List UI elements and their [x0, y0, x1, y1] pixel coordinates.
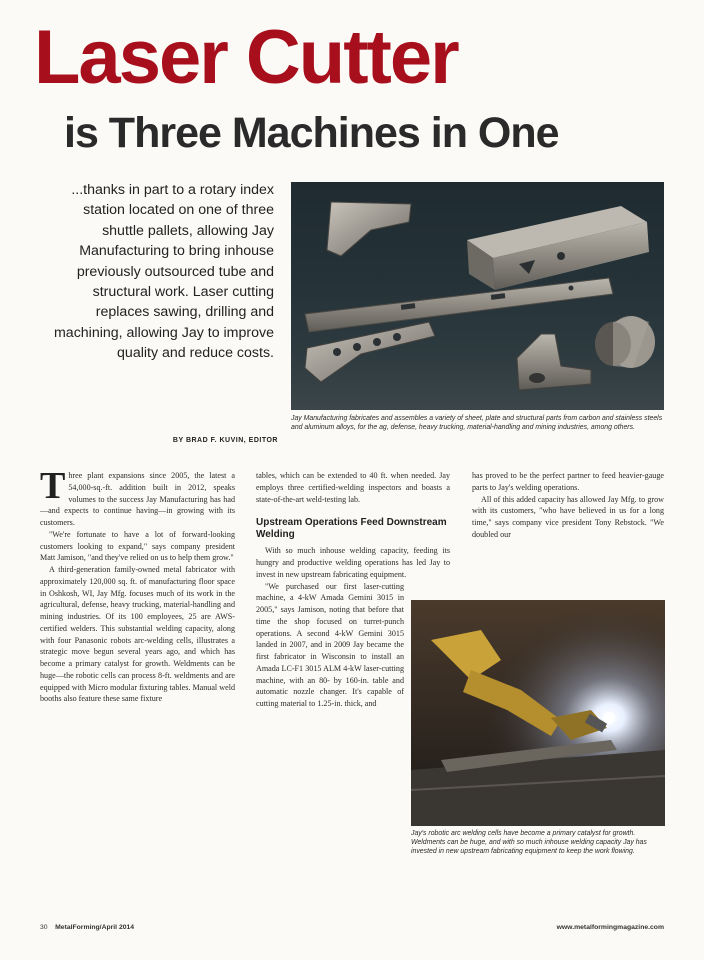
article-column-1: [40, 465, 235, 705]
paragraph: tables, which can be extended to 40 ft. when needed. Jay employs three certified-welding inspectors and boasts a state-of-the-art weld-testing lab.: [256, 471, 450, 504]
byline: BY BRAD F. KUVIN, EDITOR: [172, 437, 278, 444]
article-column-3: [472, 470, 664, 541]
fabricated-parts-photo: [291, 182, 664, 410]
photo1-caption: Jay Manufacturing fabricates and assembles a variety of sheet, plate and structural parts from carbon and stainless steels and aluminum alloys, for the ag, defense, heavy trucking, material-handling and mining industries, among others.: [291, 415, 663, 431]
headline-line1: Laser Cutter: [34, 15, 458, 100]
magazine-issue: MetalForming/April 2014: [55, 924, 135, 931]
paragraph: "We're fortunate to have a lot of forward-looking customers looking to expand," says company president Matt Jamison, "and they've relied on us to help them grow.": [40, 529, 235, 563]
paragraph: With so much inhouse welding capacity, feeding its hungry and productive welding operations has led Jay to invest in new upstream fabricating equipment.: [256, 546, 450, 579]
paragraph: All of this added capacity has allowed Jay Mfg. to grow with its customers, "who have believed in us for a long time," says company vice president Tony Rebstock. "We doubled our: [472, 494, 664, 539]
paragraph: "We purchased our first laser-cutting machine, a 4-kW Amada Gemini 3015 in 2005," says Jamison, noting that before that time the shop focused on turret-punch operations. A second 4-kW Gemini 3015 landed in 2007, and in 2009 Jay became the first fabricator in Wisconsin to install an Amada LC-F1 3015 ALM 4-kW laser-cutting machine, with an 80- by 160-in. table and automatic nozzle changer. It's capable of cutting material to 1.25-in. thick, and: [256, 581, 404, 708]
page-number: 30: [40, 924, 48, 931]
paragraph: has proved to be the perfect partner to feed heavier-gauge parts to Jay's welding operations.: [472, 471, 664, 492]
drop-cap: T: [40, 465, 66, 507]
headline-line2: is Three Machines in One: [64, 109, 559, 157]
magazine-url[interactable]: www.metalformingmagazine.com: [556, 924, 664, 931]
photo2-caption: Jay's robotic arc welding cells have become a primary catalyst for growth. Weldments can be huge, and with so much inhouse welding capacity Jay has invested in new upstream fabricating equipment to keep the work flowing.: [411, 830, 647, 855]
deck-text: ...thanks in part to a rotary index station located on one of three shuttle pallets, allowing Jay Manufacturing to bring inhouse previously outsourced tube and structural work. Laser cutting replaces sawing, drilling and machining, allowing Jay to improve quality and reduce costs.: [53, 182, 274, 362]
subheading: Upstream Operations Feed Downstream Welding: [256, 517, 447, 541]
paragraph: hree plant expansions since 2005, the latest a 54,000-sq.-ft. addition built in 2012, speaks volumes to the success Jay Manufacturing has had—and expects to continue having—in growing with its customers.: [40, 471, 235, 527]
paragraph: A third-generation family-owned metal fabricator with approximately 120,000 sq. ft. of manufacturing floor space in Oshkosh, WI, Jay Mfg. focuses much of its work in the agricultural, defense, heavy trucking, material-handling and mining industries. Of its 100 employees, 25 are AWS-certified welders. This substantial welding capacity, along with four Panasonic robots arc-welding cells, illustrates a strategic move begun several years ago, and which has become a primary catalyst for growth. Weldments can be huge—the robotic cells can process 8-ft. weldments and are equipped with Micro modular fixturing tables. Manual weld booths also feature these same fixture: [40, 565, 235, 704]
footer-left: [40, 924, 134, 931]
robotic-welding-photo: [411, 600, 665, 826]
